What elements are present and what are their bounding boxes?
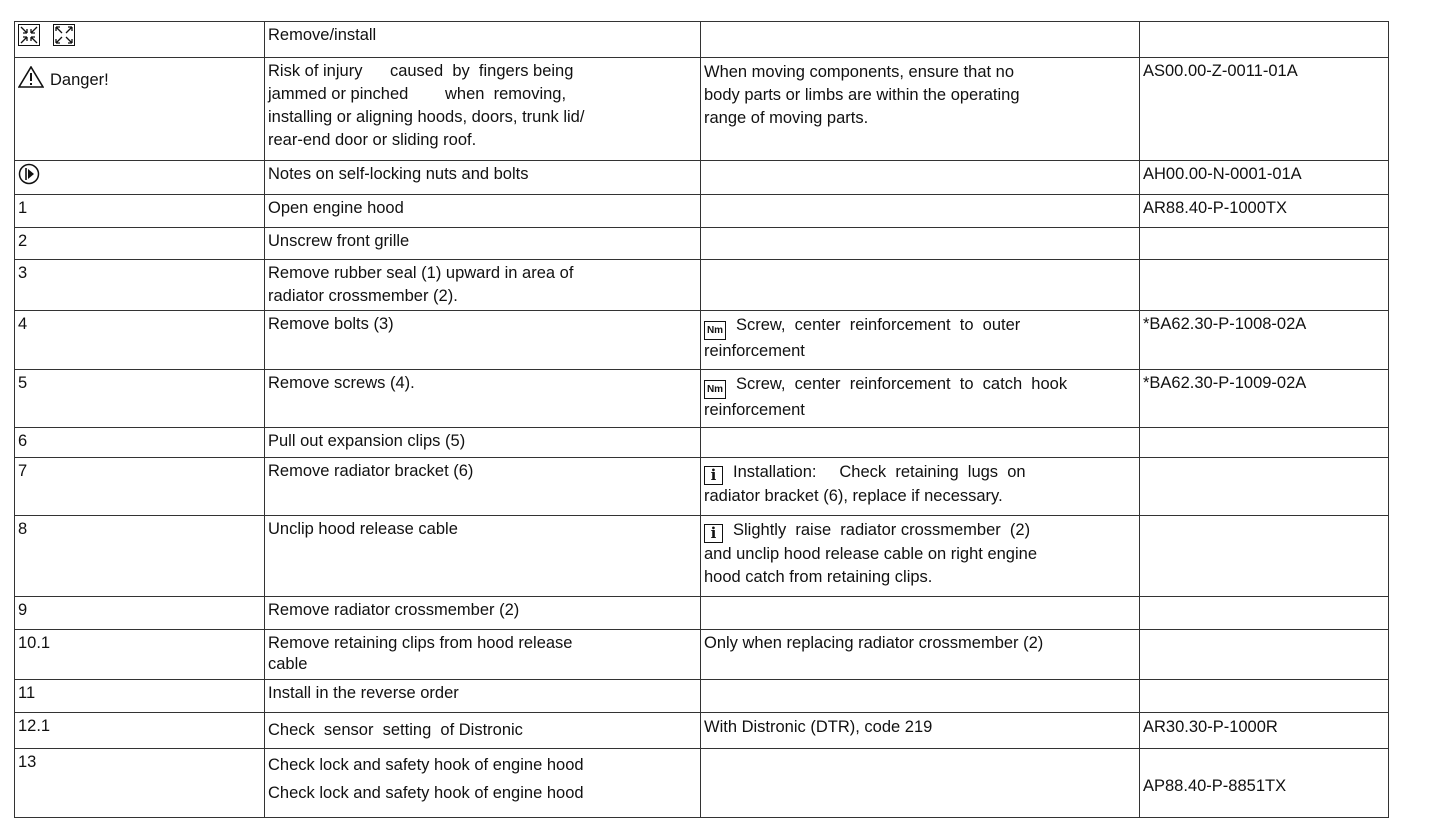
note-cell [701, 428, 1140, 458]
task-cell: Notes on self-locking nuts and bolts [265, 161, 701, 195]
torque-nm-icon: Nm [704, 321, 726, 340]
note-cell [701, 195, 1140, 228]
task-cell: Unscrew front grille [265, 228, 701, 260]
ref-cell: AP88.40-P-8851TX [1140, 749, 1389, 818]
ref-cell: AH00.00-N-0001-01A [1140, 161, 1389, 195]
table-row [15, 22, 1389, 58]
ref-cell: *BA62.30-P-1009-02A [1140, 370, 1389, 428]
note-cell: Nm Screw, center reinforcement to catch hook reinforcement [701, 370, 1140, 428]
task-cell: Install in the reverse order [265, 680, 701, 713]
step-cell: 13 [15, 749, 265, 818]
table-row [15, 597, 1389, 630]
task-cell: Check sensor setting of Distronic [265, 713, 701, 749]
step-cell: 6 [15, 428, 265, 458]
note-cell: With Distronic (DTR), code 219 [701, 713, 1140, 749]
note-cell [701, 22, 1140, 58]
ref-cell [1140, 260, 1389, 311]
table-row [15, 58, 1389, 161]
note-cell: i Slightly raise radiator crossmember (2) and unclip hood release cable on right engine hood catch from retaining clips. [701, 516, 1140, 597]
warning-triangle-icon [18, 66, 44, 88]
step-cell: 4 [15, 311, 265, 370]
note-cell [701, 161, 1140, 195]
install-icon [53, 24, 75, 46]
step-cell: 11 [15, 680, 265, 713]
step-cell: 2 [15, 228, 265, 260]
remove-icon [18, 24, 40, 46]
note-circle-icon [18, 163, 40, 185]
task-cell: Remove retaining clips from hood release cable [265, 630, 701, 680]
task-cell: Remove rubber seal (1) upward in area of radiator crossmember (2). [265, 260, 701, 311]
step-cell: 12.1 [15, 713, 265, 749]
danger-label: Danger! [50, 71, 109, 89]
task-cell: Pull out expansion clips (5) [265, 428, 701, 458]
note-cell: Only when replacing radiator crossmember (2) [701, 630, 1140, 680]
table-row [15, 311, 1389, 370]
task-cell: Check lock and safety hook of engine hood Check lock and safety hook of engine hood [265, 749, 701, 818]
ref-cell: AR30.30-P-1000R [1140, 713, 1389, 749]
task-cell: Remove radiator crossmember (2) [265, 597, 701, 630]
step-cell [15, 22, 265, 58]
note-cell [701, 597, 1140, 630]
task-cell: Remove/install [265, 22, 701, 58]
table-row [15, 713, 1389, 749]
table-row [15, 680, 1389, 713]
note-cell: i Installation: Check retaining lugs on radiator bracket (6), replace if necessary. [701, 458, 1140, 516]
info-icon: i [704, 466, 723, 485]
procedure-table [14, 21, 1389, 818]
task-cell: Unclip hood release cable [265, 516, 701, 597]
note-cell: Nm Screw, center reinforcement to outer reinforcement [701, 311, 1140, 370]
task-cell: Remove radiator bracket (6) [265, 458, 701, 516]
step-cell: 7 [15, 458, 265, 516]
task-cell: Remove bolts (3) [265, 311, 701, 370]
step-cell: 1 [15, 195, 265, 228]
note-cell [701, 228, 1140, 260]
note-cell: When moving components, ensure that no body parts or limbs are within the operating range of moving parts. [701, 58, 1140, 161]
table-row [15, 260, 1389, 311]
table-row [15, 458, 1389, 516]
note-cell [701, 749, 1140, 818]
table-row [15, 228, 1389, 260]
step-cell: 10.1 [15, 630, 265, 680]
step-cell [15, 58, 265, 161]
ref-cell [1140, 458, 1389, 516]
step-cell: 3 [15, 260, 265, 311]
table-row [15, 370, 1389, 428]
note-cell [701, 260, 1140, 311]
ref-cell [1140, 428, 1389, 458]
step-cell [15, 161, 265, 195]
ref-cell [1140, 228, 1389, 260]
ref-cell [1140, 680, 1389, 713]
ref-cell: AS00.00-Z-0011-01A [1140, 58, 1389, 161]
task-cell: Risk of injury caused by fingers being jammed or pinched when removing, installing or aligning hoods, doors, trunk lid/ rear-end door or sliding roof. [265, 58, 701, 161]
ref-cell [1140, 597, 1389, 630]
task-cell: Remove screws (4). [265, 370, 701, 428]
table-row [15, 630, 1389, 680]
table-row [15, 161, 1389, 195]
torque-nm-icon: Nm [704, 380, 726, 399]
step-cell: 8 [15, 516, 265, 597]
note-cell [701, 680, 1140, 713]
ref-cell: *BA62.30-P-1008-02A [1140, 311, 1389, 370]
ref-cell [1140, 630, 1389, 680]
ref-cell: AR88.40-P-1000TX [1140, 195, 1389, 228]
step-cell: 9 [15, 597, 265, 630]
step-cell: 5 [15, 370, 265, 428]
table-row [15, 195, 1389, 228]
ref-cell [1140, 516, 1389, 597]
table-row [15, 516, 1389, 597]
task-cell: Open engine hood [265, 195, 701, 228]
ref-cell [1140, 22, 1389, 58]
table-row [15, 749, 1389, 818]
info-icon: i [704, 524, 723, 543]
table-row [15, 428, 1389, 458]
